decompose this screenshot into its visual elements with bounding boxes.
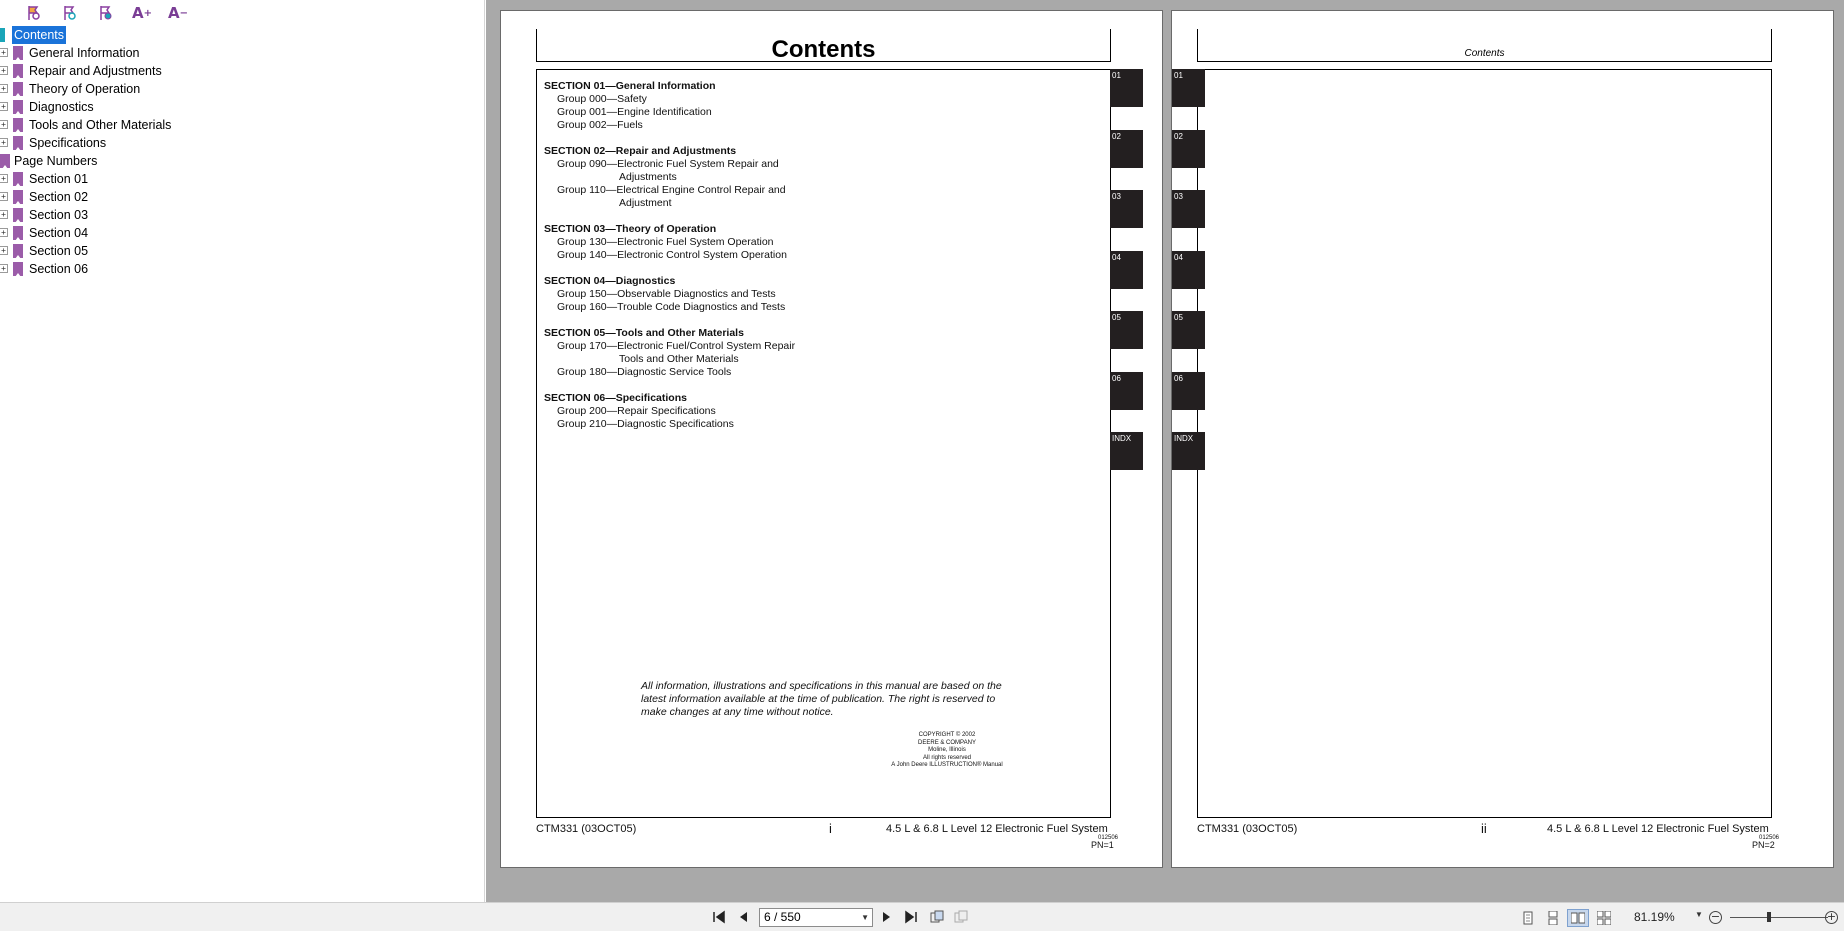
bookmark-item[interactable] [0, 80, 480, 98]
footer-code: 012506 [1759, 835, 1780, 841]
toc-group-entry[interactable]: Group 150—Observable Diagnostics and Tests [557, 288, 776, 300]
bookmark-label[interactable]: Section 06 [29, 262, 89, 276]
decrease-font-icon[interactable]: A − [168, 4, 188, 22]
bookmark-label[interactable]: Repair and Adjustments [29, 64, 162, 78]
footer-title: 4.5 L & 6.8 L Level 12 Electronic Fuel System [1547, 823, 1769, 835]
zoom-slider-handle[interactable] [1767, 912, 1771, 922]
toc-section [544, 275, 795, 314]
section-tab[interactable]: 02 [1172, 130, 1205, 168]
page-number-value: 6 / 550 [764, 910, 801, 924]
expand-icon[interactable]: + [0, 246, 8, 255]
copyright-line: Moline, Illinois [928, 747, 966, 753]
expand-icon[interactable]: + [0, 174, 8, 183]
toc-group-continuation[interactable]: Adjustments [619, 171, 677, 183]
section-tab[interactable]: 06 [1172, 372, 1205, 410]
status-bar [0, 902, 1844, 931]
section-tab[interactable]: 05 [1172, 311, 1205, 349]
bookmark-label[interactable]: Tools and Other Materials [29, 118, 172, 132]
zoom-level[interactable]: 81.19% [1634, 910, 1675, 924]
section-tab[interactable]: 03 [1110, 190, 1143, 228]
bookmark-icon [13, 190, 23, 204]
page-header-box [1197, 29, 1772, 62]
toc-group-entry[interactable]: Group 110—Electrical Engine Control Repair and [557, 184, 786, 196]
bookmark-flag-icon[interactable] [22, 3, 46, 23]
section-tab[interactable]: 04 [1172, 251, 1205, 289]
toc-group-entry[interactable]: Group 180—Diagnostic Service Tools [557, 366, 732, 378]
section-tab[interactable]: INDX [1110, 432, 1143, 470]
section-tab[interactable]: INDX [1172, 432, 1205, 470]
bookmark-tree [0, 26, 480, 278]
page-body-box [1197, 69, 1772, 818]
expand-icon[interactable]: + [0, 84, 8, 93]
bookmark-icon [13, 136, 23, 150]
toc-section-title[interactable]: SECTION 04—Diagnostics [544, 275, 676, 287]
previous-page-icon[interactable] [734, 909, 752, 925]
footer-doc-id: CTM331 (03OCT05) [1197, 823, 1298, 835]
bookmark-label[interactable]: Specifications [29, 136, 107, 150]
bookmark-contents[interactable] [0, 26, 480, 44]
bookmark-icon [13, 262, 23, 276]
toc-group-entry[interactable]: Group 000—Safety [557, 93, 647, 105]
table-of-contents [544, 80, 795, 444]
footer-doc-id: CTM331 (03OCT05) [536, 823, 637, 835]
zoom-dropdown-icon[interactable]: ▼ [1695, 910, 1703, 919]
toc-group-continuation[interactable]: Tools and Other Materials [619, 353, 739, 365]
toc-section-title[interactable]: SECTION 03—Theory of Operation [544, 223, 717, 235]
bookmark-item[interactable] [0, 116, 480, 134]
section-tab[interactable]: 05 [1110, 311, 1143, 349]
single-page-view-icon[interactable] [1517, 909, 1539, 927]
bookmark-item[interactable] [0, 62, 480, 80]
toc-section [544, 223, 795, 262]
toc-section-title[interactable]: SECTION 05—Tools and Other Materials [544, 327, 744, 339]
continuous-facing-view-icon[interactable] [1593, 909, 1615, 927]
bookmark-label[interactable]: Section 02 [29, 190, 89, 204]
toc-group-entry[interactable]: Group 140—Electronic Control System Operation [557, 249, 787, 261]
bookmark-label[interactable]: Section 04 [29, 226, 89, 240]
copyright-block [877, 732, 1017, 770]
bookmarks-panel [0, 0, 485, 902]
bookmark-item[interactable] [0, 44, 480, 62]
bookmark-section[interactable] [0, 242, 480, 260]
bookmark-section[interactable] [0, 170, 480, 188]
increase-font-icon[interactable]: A + [132, 4, 152, 22]
toc-group-entry[interactable]: Group 200—Repair Specifications [557, 405, 716, 417]
bookmark-label[interactable]: Section 03 [29, 208, 89, 222]
expand-icon[interactable]: + [0, 210, 8, 219]
next-page-icon[interactable] [878, 909, 896, 925]
bookmark-page-numbers[interactable] [0, 152, 480, 170]
bookmark-icon [13, 46, 23, 60]
footer-pn: PN=2 [1752, 840, 1775, 850]
expand-icon[interactable]: + [0, 264, 8, 273]
bookmark-icon [13, 118, 23, 132]
bookmark-section[interactable] [0, 188, 480, 206]
toc-group-continuation[interactable]: Adjustment [619, 197, 672, 209]
section-tab[interactable]: 01 [1110, 69, 1143, 107]
footer-page-number: ii [1481, 821, 1487, 836]
copyright-line: COPYRIGHT © 2002 [918, 732, 976, 738]
last-page-icon[interactable] [902, 909, 920, 925]
zoom-out-icon[interactable]: − [1710, 910, 1721, 923]
footer-code: 012506 [1098, 835, 1119, 841]
bookmark-section[interactable] [0, 224, 480, 242]
bookmarks-toolbar [22, 2, 190, 24]
copyright-line: A John Deere ILLUSTRUCTION® Manual [891, 762, 1003, 768]
toc-group-entry[interactable]: Group 160—Trouble Code Diagnostics and Tests [557, 301, 786, 313]
bookmark-section[interactable] [0, 260, 480, 278]
toc-section-title[interactable]: SECTION 02—Repair and Adjustments [544, 145, 737, 157]
bookmark-label[interactable]: Section 05 [29, 244, 89, 258]
expand-icon[interactable]: + [0, 138, 8, 147]
bookmark-icon [13, 64, 23, 78]
page-header-title: Contents [1464, 48, 1505, 59]
bookmark-icon [13, 82, 23, 96]
page-header-box [536, 29, 1111, 62]
facing-pages-view-icon[interactable] [1567, 909, 1589, 927]
page-2 [1171, 10, 1834, 868]
page-dropdown-icon[interactable]: ▼ [861, 913, 869, 922]
footer-pn: PN=1 [1091, 840, 1114, 850]
bookmark-icon [13, 244, 23, 258]
toc-section [544, 145, 795, 210]
toc-group-entry[interactable]: Group 130—Electronic Fuel System Operation [557, 236, 774, 248]
toc-group-entry[interactable]: Group 170—Electronic Fuel/Control System Repair [557, 340, 796, 352]
expand-icon[interactable]: + [0, 48, 8, 57]
bookmark-item[interactable] [0, 98, 480, 116]
section-tab[interactable]: 03 [1172, 190, 1205, 228]
expand-icon[interactable]: + [0, 66, 8, 75]
contents-box [536, 69, 1111, 818]
bookmark-section[interactable] [0, 206, 480, 224]
page-number-input[interactable] [759, 908, 873, 927]
bookmark-item[interactable] [0, 134, 480, 152]
page-title: Contents [771, 36, 876, 63]
copyright-line: DEERE & COMPANY [918, 739, 976, 746]
page-1 [500, 10, 1163, 868]
expand-icon[interactable]: + [0, 192, 8, 201]
bookmark-icon [13, 172, 23, 186]
bookmark-label[interactable]: Contents [14, 28, 65, 42]
section-tab[interactable]: 02 [1110, 130, 1143, 168]
zoom-slider[interactable] [1730, 917, 1828, 918]
toc-section [544, 80, 795, 132]
continuous-view-icon[interactable] [1542, 909, 1564, 927]
bookmark-search-icon[interactable] [58, 3, 82, 23]
bookmark-label[interactable]: Section 01 [29, 172, 89, 186]
bookmark-label[interactable]: Theory of Operation [29, 82, 141, 96]
copyright-line: All rights reserved [922, 754, 972, 761]
first-page-icon[interactable] [710, 909, 728, 925]
bookmark-expand-icon[interactable] [94, 3, 118, 23]
bookmark-icon [13, 226, 23, 240]
bookmark-label[interactable]: General Information [29, 46, 140, 60]
bookmark-icon [13, 208, 23, 222]
toc-section [544, 392, 795, 431]
expand-icon[interactable]: + [0, 228, 8, 237]
disclaimer-notice: All information, illustrations and specifications in this manual are based on the latest information available at the time of publication. The right is reserved to make changes at any time without notice. [641, 680, 1002, 718]
toc-group-entry[interactable]: Group 001—Engine Identification [557, 106, 712, 118]
toc-section [544, 327, 795, 379]
toc-group-entry[interactable]: Group 210—Diagnostic Specifications [557, 418, 734, 430]
document-viewport[interactable] [486, 0, 1844, 902]
bookmark-label[interactable]: Page Numbers [14, 154, 98, 168]
back-view-icon[interactable] [928, 909, 946, 925]
footer-page-number: i [829, 821, 832, 836]
toc-group-entry[interactable]: Group 002—Fuels [557, 119, 643, 131]
bookmark-icon [13, 100, 23, 114]
footer-title: 4.5 L & 6.8 L Level 12 Electronic Fuel System [886, 823, 1108, 835]
forward-view-icon[interactable] [952, 909, 970, 925]
section-tab[interactable]: 04 [1110, 251, 1143, 289]
expand-icon[interactable]: + [0, 102, 8, 111]
toc-group-entry[interactable]: Group 090—Electronic Fuel System Repair and [557, 158, 779, 170]
section-tab[interactable]: 06 [1110, 372, 1143, 410]
zoom-in-icon[interactable]: + [1826, 910, 1837, 923]
toc-section-title[interactable]: SECTION 01—General Information [544, 80, 716, 92]
toc-section-title[interactable]: SECTION 06—Specifications [544, 392, 687, 404]
section-tab[interactable]: 01 [1172, 69, 1205, 107]
bookmark-icon [0, 154, 10, 168]
expand-icon[interactable]: + [0, 120, 8, 129]
bookmark-label[interactable]: Diagnostics [29, 100, 94, 114]
bookmark-marker-icon [0, 28, 5, 42]
